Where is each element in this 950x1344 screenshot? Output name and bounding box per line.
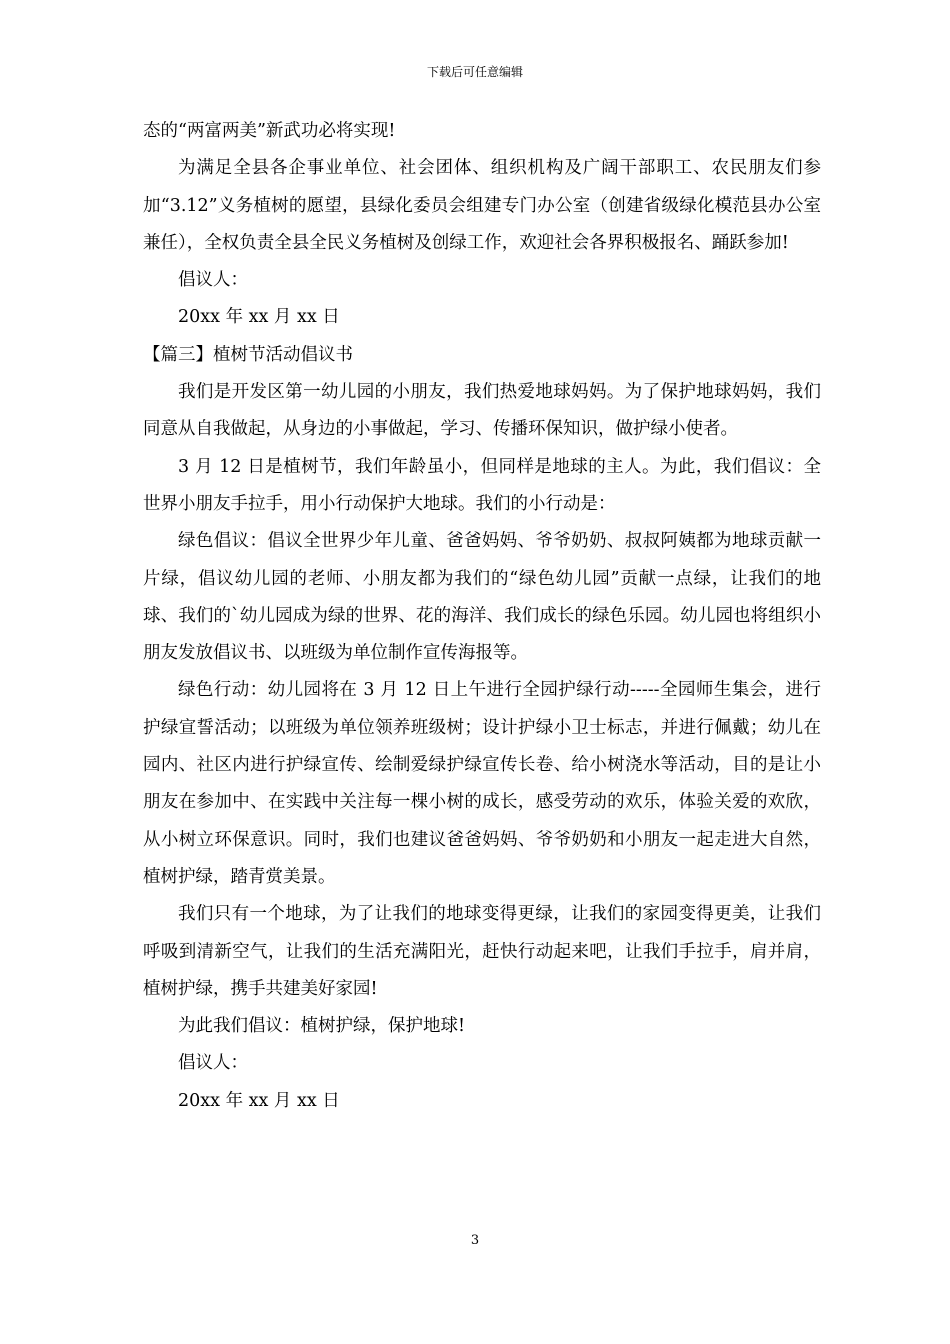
section-heading: 【篇三】植树节活动倡议书 <box>143 344 353 365</box>
signature-initiator: 倡议人： <box>178 270 248 291</box>
paragraph-intro: 我们是开发区第一幼儿园的小朋友，我们热爱地球妈妈。为了保护地球妈妈，我们同意从自我做起，从身边的小事做起，学习、传播环保知识，做护绿小使者。 <box>143 382 821 440</box>
signature-initiator: 倡议人： <box>178 1053 248 1074</box>
paragraph-call-to-action: 为此我们倡议：植树护绿，保护地球! <box>178 1016 466 1037</box>
paragraph-green-proposal: 绿色倡议：倡议全世界少年儿童、爸爸妈妈、爷爷奶奶、叔叔阿姨都为地球贡献一片绿，倡议幼儿园的老师、小朋友都为我们的“绿色幼儿园”贡献一点绿，让我们的地球、我们的`幼儿园成为绿的世界、花的海洋、我们成长的绿色乐园。幼儿园也将组织小朋友发放倡议书、以班级为单位制作宣传海报等。 <box>143 531 821 664</box>
paragraph-one-earth: 我们只有一个地球，为了让我们的地球变得更绿，让我们的家园变得更美，让我们呼吸到清新空气，让我们的生活充满阳光，赶快行动起来吧，让我们手拉手，肩并肩，植树护绿，携手共建美好家园! <box>143 904 821 999</box>
paragraph-continuation: 态的“两富两美”新武功必将实现! <box>143 121 396 141</box>
page-number: 3 <box>470 1233 480 1248</box>
paragraph-arbor-day: 3 月 12 日是植树节，我们年龄虽小，但同样是地球的主人。为此，我们倡议：全世界小朋友手拉手，用小行动保护大地球。我们的小行动是： <box>143 456 821 514</box>
document-body <box>143 113 821 1120</box>
page-header: 下载后可任意编辑 <box>426 65 523 79</box>
paragraph-office-info: 为满足全县各企事业单位、社会团体、组织机构及广阔干部职工、农民朋友们参加“3.12”义务植树的愿望，县绿化委员会组建专门办公室（创建省级绿化模范县办公室兼任），全权负责全县全民义务植树及创绿工作，欢迎社会各界积极报名、踊跃参加! <box>143 158 821 253</box>
signature-date: 20xx 年 xx 月 xx 日 <box>178 1090 340 1111</box>
signature-date: 20xx 年 xx 月 xx 日 <box>178 307 340 328</box>
paragraph-green-action: 绿色行动：幼儿园将在 3 月 12 日上午进行全园护绿行动-----全园师生集会，进行护绿宣誓活动；以班级为单位领养班级树；设计护绿小卫士标志，并进行佩戴；幼儿在园内、社区内进行护绿宣传、绘制爱绿护绿宣传长卷、给小树浇水等活动，目的是让小朋友在参加中、在实践中关注每一棵小树的成长，感受劳动的欢乐，体验关爱的欢欣，从小树立环保意识。同时，我们也建议爸爸妈妈、爷爷奶奶和小朋友一起走进大自然，植树护绿，踏青赏美景。 <box>143 680 821 887</box>
